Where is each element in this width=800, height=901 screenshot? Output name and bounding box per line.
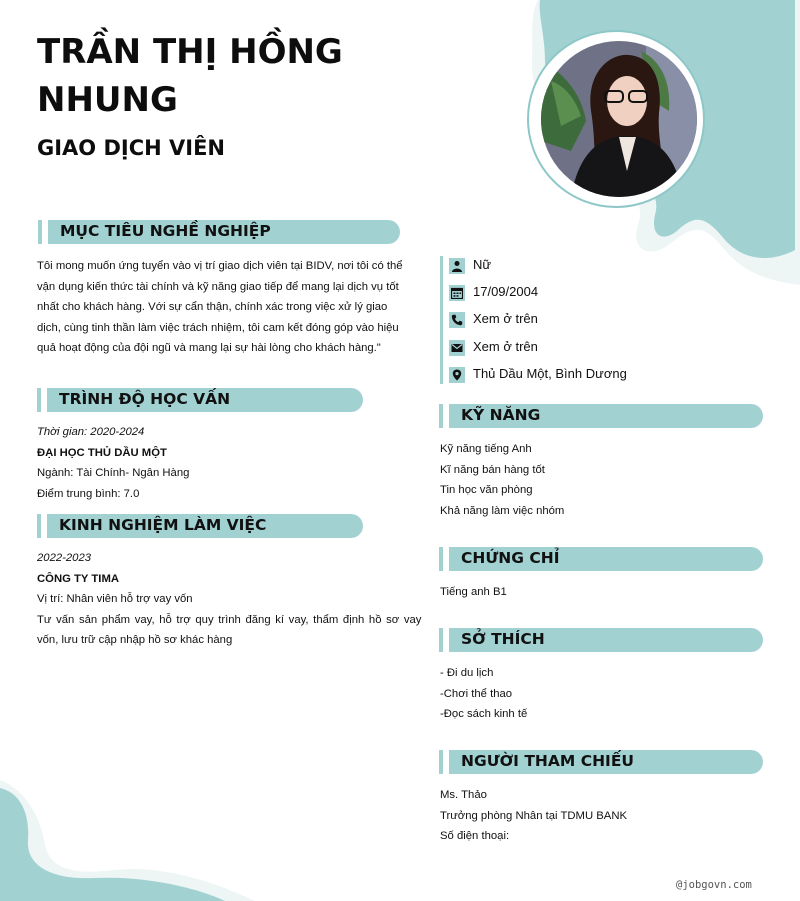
reference-item: Ms. Thảo bbox=[440, 789, 487, 801]
contact-accent-bar bbox=[440, 256, 443, 384]
portrait-image bbox=[541, 41, 697, 197]
education-gpa: Điểm trung bình: 7.0 bbox=[37, 487, 140, 500]
phone-icon bbox=[449, 312, 465, 328]
objective-heading bbox=[38, 220, 400, 244]
address-value: Thủ Dầu Một, Bình Dương bbox=[473, 366, 627, 381]
education-major: Ngành: Tài Chính- Ngân Hàng bbox=[37, 467, 190, 479]
hobby-item: -Đọc sách kinh tế bbox=[440, 708, 528, 721]
skills-title: KỸ NĂNG bbox=[461, 406, 541, 424]
hobbies-list bbox=[440, 663, 527, 725]
experience-desc: Tư vấn sản phẩm vay, hỗ trợ quy trình đăng kí vay, thẩm định hồ sơ vay bbox=[37, 613, 422, 626]
skills-heading bbox=[439, 404, 763, 428]
references-list bbox=[440, 785, 627, 847]
objective-line: nhất cho khách hàng. Với sự cẩn thận, chính xác trong việc xử lý giao bbox=[37, 301, 388, 313]
experience-position: Vị trí: Nhân viên hỗ trợ vay vốn bbox=[37, 593, 193, 605]
objective-text bbox=[37, 256, 407, 359]
mail-icon bbox=[449, 340, 465, 356]
reference-item: Số điện thoại: bbox=[440, 830, 510, 843]
education-time: Thời gian: 2020-2024 bbox=[37, 426, 145, 438]
hobbies-heading bbox=[439, 628, 763, 652]
hobby-item: -Chơi thể thao bbox=[440, 687, 513, 700]
bottom-left-blob bbox=[0, 770, 280, 901]
objective-title: MỤC TIÊU NGHỀ NGHIỆP bbox=[60, 222, 271, 240]
person-icon bbox=[449, 258, 465, 274]
education-title: TRÌNH ĐỘ HỌC VẤN bbox=[59, 390, 231, 408]
candidate-name: TRẦN THỊ HỒNG NHUNG bbox=[37, 32, 343, 120]
certificates-list bbox=[440, 582, 507, 603]
experience-block bbox=[37, 548, 422, 651]
experience-heading bbox=[37, 514, 363, 538]
experience-company: CÔNG TY TIMA bbox=[37, 572, 120, 585]
calendar-icon bbox=[449, 285, 465, 301]
objective-line: Tôi mong muốn ứng tuyển vào vị trí giao dịch viên tại BIDV, nơi tôi có thể bbox=[37, 260, 403, 272]
education-heading bbox=[37, 388, 363, 412]
experience-period: 2022-2023 bbox=[37, 552, 92, 564]
references-heading bbox=[439, 750, 763, 774]
skill-item: Kĩ năng bán hàng tốt bbox=[440, 463, 545, 476]
hobby-item: - Đi du lịch bbox=[440, 667, 494, 679]
profile-photo bbox=[527, 30, 705, 208]
certificate-item: Tiếng anh B1 bbox=[440, 586, 507, 598]
experience-desc: vốn, lưu trữ cập nhập hồ sơ khác hàng bbox=[37, 634, 233, 646]
objective-line: vận dụng kiến thức tài chính và kỹ năng giao tiếp để mang lại dịch vụ tốt bbox=[37, 280, 399, 293]
references-title: NGƯỜI THAM CHIẾU bbox=[461, 752, 634, 770]
education-school: ĐẠI HỌC THỦ DẦU MỘT bbox=[37, 446, 167, 459]
experience-title: KINH NGHIỆM LÀM VIỆC bbox=[59, 516, 267, 534]
hobbies-title: SỞ THÍCH bbox=[461, 630, 545, 648]
skill-item: Khả năng làm việc nhóm bbox=[440, 505, 565, 518]
objective-line: dịch, cùng tinh thần làm việc trách nhiệm, tôi cam kết đóng góp vào hiệu bbox=[37, 321, 399, 334]
phone-value: Xem ở trên bbox=[473, 311, 538, 326]
certificates-title: CHỨNG CHỈ bbox=[461, 549, 560, 567]
certificates-heading bbox=[439, 547, 763, 571]
skills-list bbox=[440, 439, 564, 522]
birthday-value: 17/09/2004 bbox=[473, 284, 539, 299]
reference-item: Trưởng phòng Nhân tại TDMU BANK bbox=[440, 809, 628, 822]
objective-line: quả hoạt động của đội ngũ và mang lại sự hài lòng cho khách hàng." bbox=[37, 342, 381, 354]
job-title: GIAO DỊCH VIÊN bbox=[37, 136, 225, 160]
education-block bbox=[37, 422, 397, 504]
email-value: Xem ở trên bbox=[473, 339, 538, 354]
skill-item: Kỹ năng tiếng Anh bbox=[440, 443, 532, 455]
gender-value: Nữ bbox=[473, 257, 492, 272]
location-pin-icon bbox=[449, 367, 465, 383]
watermark: @jobgovn.com bbox=[676, 879, 752, 891]
skill-item: Tin học văn phòng bbox=[440, 484, 533, 497]
